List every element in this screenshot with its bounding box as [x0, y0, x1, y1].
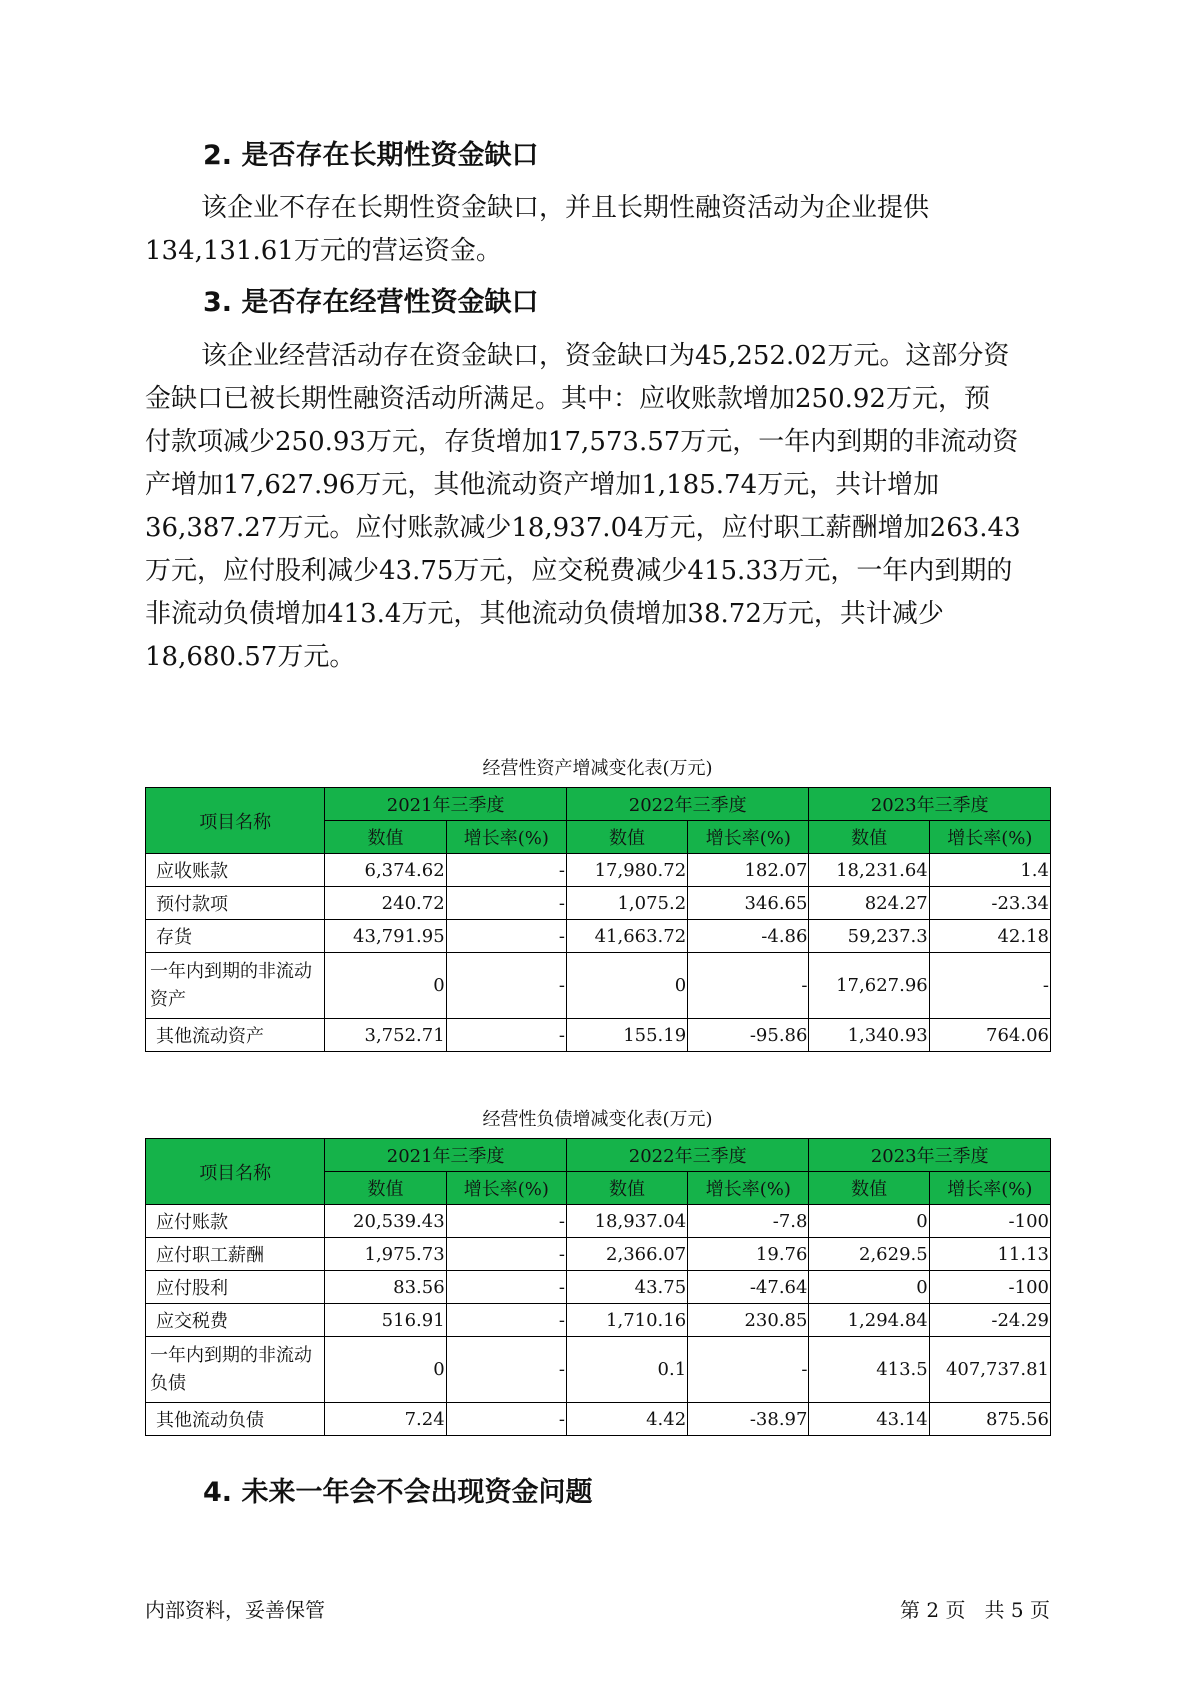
cell: 240.72: [325, 887, 446, 920]
paragraph-line: 36,387.27万元。应付账款减少18,937.04万元，应付职工薪酬增加263.43: [145, 513, 1021, 543]
cell: 230.85: [688, 1304, 809, 1337]
row-name: 其他流动资产: [146, 1019, 325, 1052]
cell: -23.34: [929, 887, 1050, 920]
cell: -: [929, 953, 1050, 1019]
row-name: 应付股利: [146, 1271, 325, 1304]
cell: -7.8: [688, 1205, 809, 1238]
cell: -95.86: [688, 1019, 809, 1052]
paragraph-line: 该企业经营活动存在资金缺口，资金缺口为45,252.02万元。这部分资: [201, 341, 1010, 371]
cell: -: [446, 920, 566, 953]
section-heading-4: 4. 未来一年会不会出现资金问题: [203, 1477, 593, 1508]
header-period: 2023年三季度: [809, 1139, 1051, 1172]
cell: -: [446, 1238, 566, 1271]
cell: 17,627.96: [809, 953, 929, 1019]
cell: 6,374.62: [325, 854, 446, 887]
cell: -: [446, 1304, 566, 1337]
row-name: 存货: [146, 920, 325, 953]
paragraph-line: 非流动负债增加413.4万元，其他流动负债增加38.72万元，共计减少: [145, 599, 944, 629]
section-heading-3: 3. 是否存在经营性资金缺口: [203, 287, 539, 318]
cell: -: [446, 1337, 566, 1403]
cell: 764.06: [929, 1019, 1050, 1052]
cell: -: [688, 953, 809, 1019]
cell: 0: [325, 953, 446, 1019]
assets-table: [145, 787, 1051, 1052]
paragraph-line: 万元，应付股利减少43.75万元，应交税费减少415.33万元，一年内到期的: [145, 556, 1013, 586]
cell: 0: [809, 1271, 929, 1304]
cell: 43,791.95: [325, 920, 446, 953]
table-row: [146, 1205, 1051, 1238]
table-row: [146, 1238, 1051, 1271]
cell: -: [446, 1205, 566, 1238]
liabilities-table: [145, 1138, 1051, 1436]
header-value: 数值: [809, 821, 929, 854]
cell: 19.76: [688, 1238, 809, 1271]
cell: 155.19: [566, 1019, 687, 1052]
paragraph-line: 付款项减少250.93万元，存货增加17,573.57万元，一年内到期的非流动资: [145, 427, 1019, 457]
cell: -24.29: [929, 1304, 1050, 1337]
cell: 0: [325, 1337, 446, 1403]
header-growth: 增长率(%): [446, 821, 566, 854]
header-period: 2021年三季度: [325, 788, 567, 821]
table-row: [146, 1337, 1051, 1403]
table-row: [146, 854, 1051, 887]
row-name: 其他流动负债: [146, 1403, 325, 1436]
section-2-paragraph: [145, 187, 1055, 273]
header-period: 2023年三季度: [809, 788, 1051, 821]
cell: 2,629.5: [809, 1238, 929, 1271]
cell: -47.64: [688, 1271, 809, 1304]
cell: -100: [929, 1205, 1050, 1238]
table-row: [146, 1403, 1051, 1436]
cell: 3,752.71: [325, 1019, 446, 1052]
table-row: [146, 1271, 1051, 1304]
header-period: 2021年三季度: [325, 1139, 567, 1172]
cell: -: [446, 887, 566, 920]
cell: 59,237.3: [809, 920, 929, 953]
cell: -: [446, 1403, 566, 1436]
cell: -4.86: [688, 920, 809, 953]
row-name: 应交税费: [146, 1304, 325, 1337]
table-row: [146, 920, 1051, 953]
paragraph-line: 该企业不存在长期性资金缺口，并且长期性融资活动为企业提供: [201, 193, 930, 223]
header-growth: 增长率(%): [688, 1172, 809, 1205]
header-item-name: 项目名称: [146, 1139, 325, 1205]
cell: -38.97: [688, 1403, 809, 1436]
header-value: 数值: [566, 821, 687, 854]
cell: 41,663.72: [566, 920, 687, 953]
cell: 1,975.73: [325, 1238, 446, 1271]
paragraph-line: 产增加17,627.96万元，其他流动资产增加1,185.74万元，共计增加: [145, 470, 940, 500]
cell: -100: [929, 1271, 1050, 1304]
cell: 516.91: [325, 1304, 446, 1337]
cell: 83.56: [325, 1271, 446, 1304]
header-value: 数值: [325, 821, 446, 854]
header-period: 2022年三季度: [566, 788, 809, 821]
cell: 346.65: [688, 887, 809, 920]
cell: 20,539.43: [325, 1205, 446, 1238]
cell: 4.42: [566, 1403, 687, 1436]
cell: 43.14: [809, 1403, 929, 1436]
table-row: [146, 1304, 1051, 1337]
footer-confidential-note: 内部资料，妥善保管: [145, 1598, 325, 1622]
cell: 1,340.93: [809, 1019, 929, 1052]
paragraph-line: 134,131.61万元的营运资金。: [145, 236, 502, 266]
header-period: 2022年三季度: [566, 1139, 809, 1172]
cell: 18,231.64: [809, 854, 929, 887]
table-caption-assets: 经营性资产增减变化表(万元): [482, 758, 713, 779]
cell: 7.24: [325, 1403, 446, 1436]
header-growth: 增长率(%): [688, 821, 809, 854]
table-row: [146, 953, 1051, 1019]
cell: -: [688, 1337, 809, 1403]
table-caption-liabilities: 经营性负债增减变化表(万元): [482, 1109, 713, 1130]
row-name: 应付账款: [146, 1205, 325, 1238]
cell: -: [446, 1019, 566, 1052]
cell: 182.07: [688, 854, 809, 887]
header-growth: 增长率(%): [929, 821, 1050, 854]
cell: 413.5: [809, 1337, 929, 1403]
cell: 1,710.16: [566, 1304, 687, 1337]
cell: 17,980.72: [566, 854, 687, 887]
row-name: 预付款项: [146, 887, 325, 920]
cell: 42.18: [929, 920, 1050, 953]
table-row: [146, 887, 1051, 920]
row-name: 一年内到期的非流动资产: [146, 953, 325, 1019]
cell: -: [446, 854, 566, 887]
cell: 1,075.2: [566, 887, 687, 920]
cell: 824.27: [809, 887, 929, 920]
cell: 0: [809, 1205, 929, 1238]
cell: 2,366.07: [566, 1238, 687, 1271]
header-item-name: 项目名称: [146, 788, 325, 854]
row-name: 一年内到期的非流动负债: [146, 1337, 325, 1403]
cell: 18,937.04: [566, 1205, 687, 1238]
header-growth: 增长率(%): [446, 1172, 566, 1205]
cell: 407,737.81: [929, 1337, 1050, 1403]
header-value: 数值: [325, 1172, 446, 1205]
header-growth: 增长率(%): [929, 1172, 1050, 1205]
paragraph-line: 金缺口已被长期性融资活动所满足。其中：应收账款增加250.92万元，预: [145, 384, 990, 414]
table-row: [146, 1019, 1051, 1052]
section-3-paragraph: [145, 335, 1055, 679]
header-value: 数值: [809, 1172, 929, 1205]
section-heading-2: 2. 是否存在长期性资金缺口: [203, 140, 539, 171]
row-name: 应付职工薪酬: [146, 1238, 325, 1271]
cell: 0.1: [566, 1337, 687, 1403]
cell: 1.4: [929, 854, 1050, 887]
footer-page-number: 第 2 页 共 5 页: [900, 1598, 1050, 1622]
cell: 11.13: [929, 1238, 1050, 1271]
row-name: 应收账款: [146, 854, 325, 887]
cell: 0: [566, 953, 687, 1019]
header-value: 数值: [566, 1172, 687, 1205]
paragraph-line: 18,680.57万元。: [145, 642, 356, 672]
cell: -: [446, 953, 566, 1019]
cell: 1,294.84: [809, 1304, 929, 1337]
cell: 875.56: [929, 1403, 1050, 1436]
cell: -: [446, 1271, 566, 1304]
cell: 43.75: [566, 1271, 687, 1304]
